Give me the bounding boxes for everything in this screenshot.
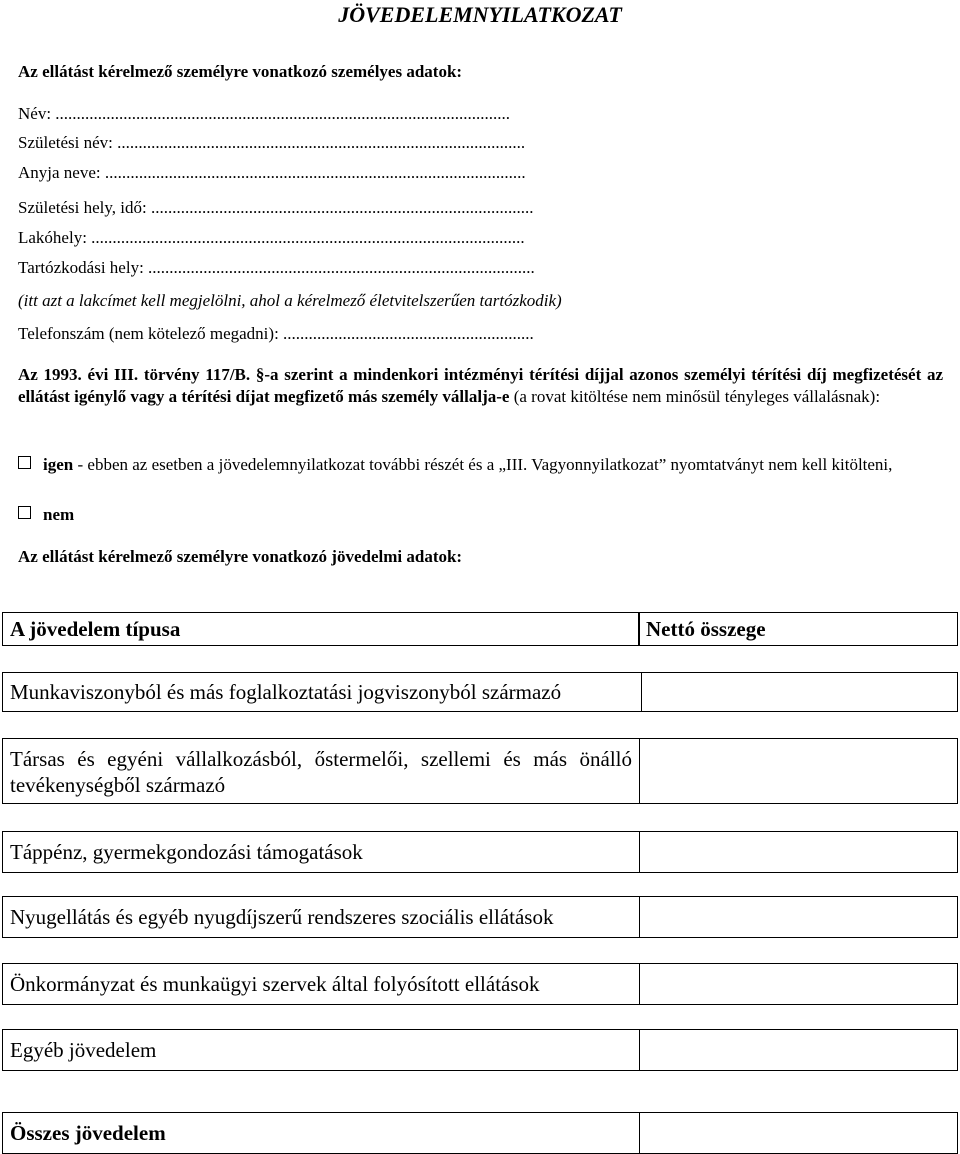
payment-statement-bold: Az 1993. évi III. törvény 117/B. §-a szerint a mindenkori intézményi térítési díjjal azonos személyi térítési díj megfizetését az ellátást igénylő vagy a térítési díjat megfizető más személy vállalja-e <box>18 365 943 406</box>
business-income-amount[interactable] <box>639 738 958 804</box>
yes-label: igen <box>43 455 74 474</box>
yes-description: - ebben az esetben a jövedelemnyilatkozat további részét és a „III. Vagyonnyilatkozat” nyomtatványt nem kell kitölteni, <box>73 455 893 474</box>
payment-statement <box>18 364 943 408</box>
employment-income-label: Munkaviszonyból és más foglalkoztatási jogviszonyból származó <box>2 672 642 712</box>
no-label: nem <box>43 505 75 524</box>
business-income-label: Társas és egyéni vállalkozásból, őstermelői, szellemi és más önálló tevékenységből származó <box>2 738 640 804</box>
stay-address-field[interactable]: Tartózkodási hely: ........................................................................................... <box>18 258 535 277</box>
birth-place-date-field[interactable]: Születési hely, idő: .......................................................................................... <box>18 198 534 217</box>
other-income-label: Egyéb jövedelem <box>2 1029 640 1071</box>
municipal-benefits-label: Önkormányzat és munkaügyi szervek által folyósított ellátások <box>2 963 640 1005</box>
payment-statement-note: (a rovat kitöltése nem minősül tényleges vállalásnak): <box>509 387 881 406</box>
other-income-amount[interactable] <box>639 1029 958 1071</box>
stay-address-note: (itt azt a lakcímet kell megjelölni, ahol a kérelmező életvitelszerűen tartózkodik) <box>18 291 562 310</box>
yes-checkbox[interactable] <box>18 456 31 469</box>
option-yes <box>18 454 943 476</box>
residence-field[interactable]: Lakóhely: ...................................................................................................... <box>18 228 525 247</box>
total-income-label: Összes jövedelem <box>2 1112 640 1154</box>
name-field[interactable]: Név: ........................................................................................................... <box>18 104 511 123</box>
pension-label: Nyugellátás és egyéb nyugdíjszerű rendszeres szociális ellátások <box>2 896 640 938</box>
birth-name-field[interactable]: Születési név: ................................................................................................ <box>18 133 526 152</box>
personal-data-heading: Az ellátást kérelmező személyre vonatkozó személyes adatok: <box>18 62 463 81</box>
municipal-benefits-amount[interactable] <box>639 963 958 1005</box>
income-type-header: A jövedelem típusa <box>2 612 640 646</box>
mother-name-field[interactable]: Anyja neve: ................................................................................................... <box>18 163 526 182</box>
sick-pay-label: Táppénz, gyermekgondozási támogatások <box>2 831 640 873</box>
document-title: JÖVEDELEMNYILATKOZAT <box>338 2 622 27</box>
phone-field[interactable]: Telefonszám (nem kötelező megadni): ........................................................... <box>18 324 534 343</box>
sick-pay-amount[interactable] <box>639 831 958 873</box>
total-income-amount[interactable] <box>639 1112 958 1154</box>
option-no <box>18 505 74 525</box>
net-amount-header: Nettó összege <box>638 612 958 646</box>
income-data-heading: Az ellátást kérelmező személyre vonatkozó jövedelmi adatok: <box>18 547 463 566</box>
no-checkbox[interactable] <box>18 506 31 519</box>
employment-income-amount[interactable] <box>641 672 958 712</box>
pension-amount[interactable] <box>639 896 958 938</box>
